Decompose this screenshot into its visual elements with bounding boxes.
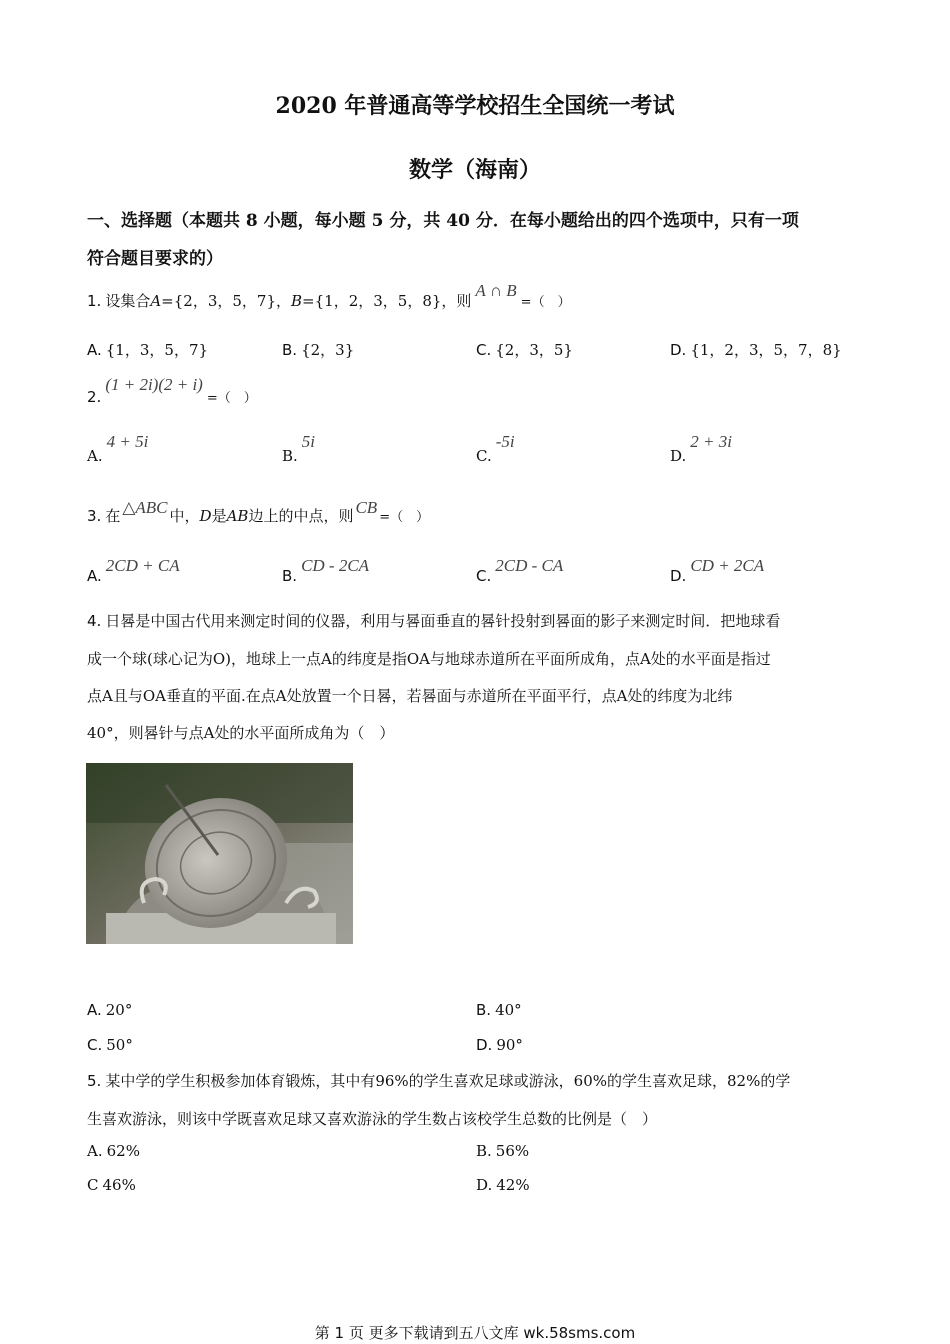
- q1-option-a: [87, 339, 208, 360]
- option-letter: C.: [476, 447, 492, 465]
- q5-option-b: [476, 1142, 529, 1160]
- q1-set-b: ={1，2，3，5，8}，则: [302, 292, 472, 310]
- q1-math: A ∩ B: [475, 281, 517, 300]
- question-4-line3: 点A且与OA垂直的平面.在点A处放置一个日晷，若晷面与赤道所在平面平行，点A处的纬度为北纬: [87, 687, 733, 705]
- q4-line1-text: 日晷是中国古代用来测定时间的仪器，利用与晷面垂直的晷针投射到晷面的影子来测定时间．把地球看: [105, 612, 781, 630]
- option-letter: B.: [476, 1001, 492, 1019]
- option-text: {1，3，5，7}: [105, 341, 209, 359]
- q4-option-c: [87, 1036, 133, 1054]
- option-letter: C: [87, 1176, 99, 1194]
- question-number: 1.: [87, 292, 102, 310]
- q3-text-a: 在: [105, 507, 121, 525]
- q3-option-d: [670, 556, 765, 585]
- q1-option-c: [476, 339, 573, 360]
- option-letter: B.: [476, 1142, 492, 1160]
- q4-option-b: [476, 1001, 522, 1019]
- q2-math: (1 + 2i)(2 + i): [105, 375, 203, 394]
- option-text: 42%: [496, 1176, 530, 1194]
- option-math: CD + 2CA: [690, 556, 765, 575]
- question-4-line4: 40°，则晷针与点A处的水平面所成角为（ ）: [87, 724, 395, 742]
- q4-option-a: [87, 1001, 132, 1019]
- q3-tail: =（ ）: [379, 510, 430, 525]
- q3-math-b: CB: [355, 498, 378, 517]
- q3-option-b: [282, 556, 370, 585]
- q1-text-a: 设集合: [105, 292, 151, 310]
- option-letter: A.: [87, 1142, 103, 1160]
- question-number: 3.: [87, 507, 102, 525]
- question-number: 2.: [87, 388, 102, 406]
- question-1: [87, 281, 571, 314]
- option-letter: C.: [87, 1036, 103, 1054]
- q3-text-c: 是: [211, 507, 227, 525]
- q2-option-b: [282, 432, 316, 465]
- q1-tail: =（ ）: [520, 295, 571, 310]
- option-text: 56%: [495, 1142, 530, 1160]
- option-text: {2，3，5}: [495, 341, 573, 359]
- option-letter: D.: [670, 447, 687, 465]
- option-letter: B.: [282, 341, 298, 359]
- q3-var-ab: AB: [226, 507, 249, 525]
- question-5-line2: 生喜欢游泳，则该中学既喜欢足球又喜欢游泳的学生数占该校学生总数的比例是（ ）: [87, 1110, 658, 1128]
- q5-option-a: [87, 1142, 140, 1160]
- option-letter: B.: [282, 447, 298, 465]
- q3-math-a: △ABC: [122, 498, 168, 517]
- q3-text-d: 边上的中点，则: [248, 507, 354, 525]
- option-text: {2，3}: [301, 341, 355, 359]
- question-number: 4.: [87, 612, 102, 630]
- option-letter: D.: [476, 1036, 493, 1054]
- question-2: [87, 375, 257, 410]
- option-letter: B.: [282, 567, 298, 585]
- option-math: 5i: [301, 432, 316, 451]
- option-letter: A.: [87, 1001, 102, 1019]
- option-math: 2 + 3i: [690, 432, 732, 451]
- question-3: [87, 498, 430, 529]
- question-4-line2: 成一个球(球心记为O)，地球上一点A的纬度是指OA与地球赤道所在平面所成角，点A处的水平面是指过: [87, 650, 771, 668]
- q3-text-b: 中，: [169, 507, 200, 525]
- sundial-image: [86, 763, 353, 944]
- option-math: 2CD + CA: [105, 556, 180, 575]
- q3-option-c: [476, 556, 564, 585]
- q1-var-b: B: [291, 292, 303, 310]
- option-letter: D.: [670, 567, 687, 585]
- q1-var-a: A: [150, 292, 162, 310]
- option-letter: D.: [476, 1176, 493, 1194]
- option-letter: A.: [87, 567, 102, 585]
- option-text: 20°: [105, 1001, 133, 1019]
- q2-option-d: [670, 432, 732, 465]
- q5-option-d: [476, 1176, 530, 1194]
- q1-set-a: ={2，3，5，7}，: [161, 292, 292, 310]
- option-letter: C.: [476, 567, 492, 585]
- q4-option-d: [476, 1036, 523, 1054]
- question-number: 5.: [87, 1072, 102, 1090]
- option-text: {1，2，3，5，7，8}: [690, 341, 842, 359]
- option-text: 90°: [496, 1036, 523, 1054]
- option-math: 2CD - CA: [495, 556, 564, 575]
- q2-tail: =（ ）: [206, 391, 257, 406]
- question-4-line1: [87, 610, 780, 632]
- q2-option-c: [476, 432, 515, 465]
- option-letter: A.: [87, 341, 102, 359]
- section-header-line2: 符合题目要求的）: [87, 249, 223, 269]
- exam-subtitle: 数学（海南）: [408, 157, 541, 183]
- q1-option-d: [670, 339, 842, 360]
- option-math: -5i: [495, 432, 515, 451]
- option-text: 50°: [106, 1036, 133, 1054]
- section-header-line1: 一、选择题（本题共 8 小题，每小题 5 分，共 40 分．在每小题给出的四个选项中，只有一项: [87, 211, 799, 231]
- option-letter: D.: [670, 341, 687, 359]
- page-footer: 第 1 页 更多下载请到五八文库 wk.58sms.com: [314, 1324, 636, 1342]
- q5-line1-text: 某中学的学生积极参加体育锻炼，其中有96%的学生喜欢足球或游泳，60%的学生喜欢足球，82%的学: [105, 1072, 791, 1090]
- q1-option-b: [282, 339, 354, 360]
- option-math: CD - 2CA: [301, 556, 370, 575]
- question-5-line1: [87, 1070, 790, 1092]
- option-letter: A.: [87, 447, 103, 465]
- q5-option-c: [87, 1176, 136, 1194]
- exam-title: 2020 年普通高等学校招生全国统一考试: [275, 93, 675, 119]
- option-text: 62%: [106, 1142, 140, 1160]
- option-letter: C.: [476, 341, 492, 359]
- option-text: 46%: [102, 1176, 136, 1194]
- option-math: 4 + 5i: [106, 432, 149, 451]
- q2-option-a: [87, 432, 149, 465]
- q3-var-d: D: [199, 507, 212, 525]
- option-text: 40°: [495, 1001, 522, 1019]
- q3-option-a: [87, 556, 180, 585]
